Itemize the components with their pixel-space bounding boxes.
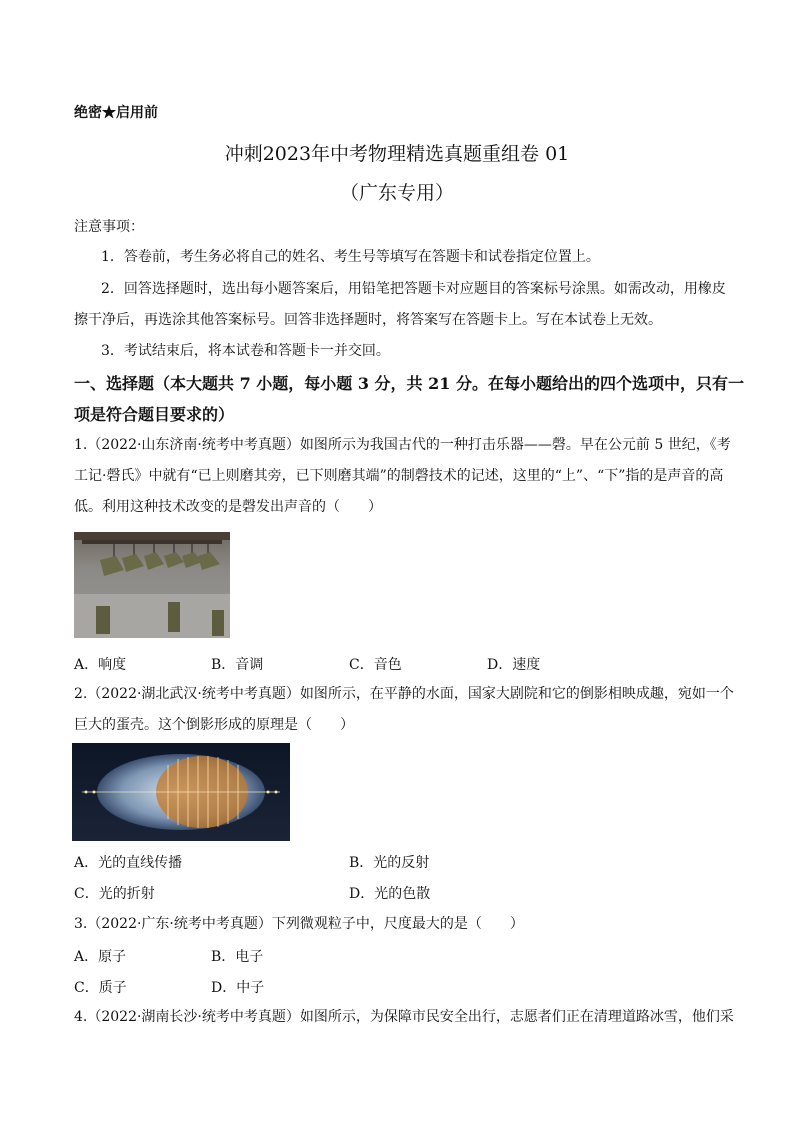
question-text: 3.（2022·广东·统考中考真题）下列微观粒子中，尺度最大的是（ ） bbox=[74, 916, 524, 932]
question-text: 4.（2022·湖南长沙·统考中考真题）如图所示，为保障市民安全出行，志愿者们正在清理道路冰雪，他们采 bbox=[74, 1009, 734, 1025]
question-text: 工记·磬氏》中就有“已上则磨其旁，已下则磨其端”的制磬技术的记述，这里的“上”、“下”指的是声音的高 bbox=[74, 468, 724, 484]
question-text: 2.（2022·湖北武汉·统考中考真题）如图所示，在平静的水面，国家大剧院和它的倒影相映成趣，宛如一个 bbox=[74, 686, 734, 702]
question-text: 1.（2022·山东济南·统考中考真题）如图所示为我国古代的一种打击乐器——磬。早在公元前 5 世纪，《考 bbox=[74, 437, 731, 453]
option-d: D．速度 bbox=[487, 657, 541, 673]
option-d: D．光的色散 bbox=[349, 886, 431, 902]
option-c: C．光的折射 bbox=[74, 886, 155, 902]
section-heading: 一、选择题（本大题共 7 小题，每小题 3 分，共 21 分。在每小题给出的四个选项中，只有一 bbox=[74, 374, 744, 393]
option-c: C．质子 bbox=[74, 980, 127, 996]
note-item: 2．回答选择题时，选出每小题答案后，用铅笔把答题卡对应题目的答案标号涂黑。如需改动，用橡皮 bbox=[101, 281, 726, 297]
option-b: B．电子 bbox=[211, 949, 264, 965]
option-a: A．响度 bbox=[74, 657, 127, 673]
confidential-mark: 绝密★启用前 bbox=[74, 105, 158, 121]
option-b: B．音调 bbox=[211, 657, 264, 673]
option-c: C．音色 bbox=[349, 657, 402, 673]
section-heading: 项是符合题目要求的） bbox=[74, 405, 235, 424]
grand-theatre-photo bbox=[72, 743, 290, 841]
note-item: 擦干净后，再选涂其他答案标号。回答非选择题时，将答案写在答题卡上。写在本试卷上无效。 bbox=[74, 312, 662, 328]
notes-heading: 注意事项： bbox=[74, 219, 144, 235]
question-text: 低。利用这种技术改变的是磬发出声音的（ ） bbox=[74, 499, 382, 515]
note-item: 1．答卷前，考生务必将自己的姓名、考生号等填写在答题卡和试卷指定位置上。 bbox=[101, 249, 600, 265]
option-a: A．原子 bbox=[74, 949, 127, 965]
chime-stones-photo bbox=[74, 532, 230, 638]
question-text: 巨大的蛋壳。这个倒影形成的原理是（ ） bbox=[74, 717, 354, 733]
option-b: B．光的反射 bbox=[349, 855, 430, 871]
page-subtitle: （广东专用） bbox=[339, 182, 454, 204]
option-a: A．光的直线传播 bbox=[74, 855, 183, 871]
note-item: 3．考试结束后，将本试卷和答题卡一并交回。 bbox=[101, 343, 390, 359]
page-title: 冲刺2023年中考物理精选真题重组卷 01 bbox=[224, 143, 570, 165]
option-d: D．中子 bbox=[211, 980, 265, 996]
